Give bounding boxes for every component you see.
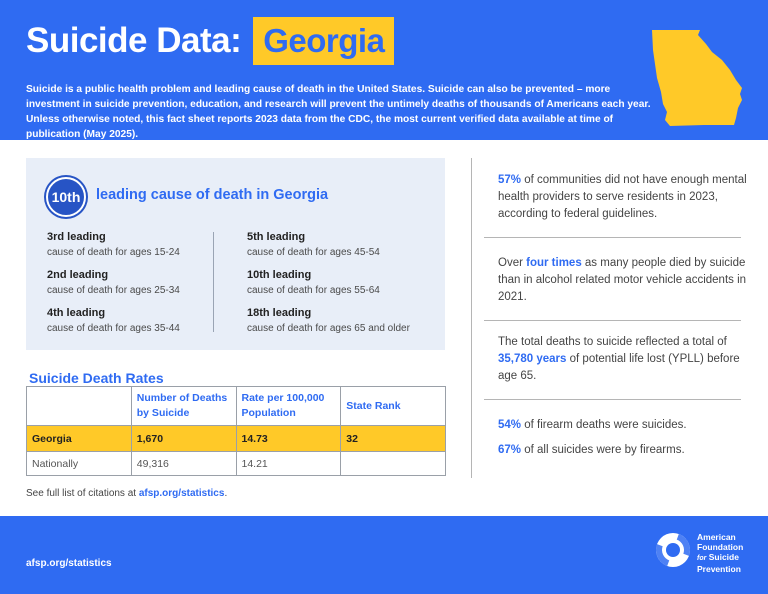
table-header-cell xyxy=(27,387,132,426)
table-row-state xyxy=(27,426,446,452)
logo-line: Prevention xyxy=(697,564,741,574)
fact-ypll xyxy=(498,334,748,385)
stat-rank: 2nd leading xyxy=(47,269,109,281)
table-header-cell: State Rank xyxy=(341,387,446,426)
death-rates-table xyxy=(26,386,446,476)
stat-desc: cause of death for ages 65 and older xyxy=(247,323,410,334)
divider xyxy=(484,237,741,238)
logo-line-suicide: Suicide xyxy=(708,552,739,562)
citation-prefix: See full list of citations at xyxy=(26,488,139,499)
header-banner xyxy=(0,0,768,140)
stat-desc: cause of death for ages 55-64 xyxy=(247,285,380,296)
stat-desc: cause of death for ages 35-44 xyxy=(47,323,180,334)
table-cell: Nationally xyxy=(27,452,132,476)
fact-suicides-by-firearms xyxy=(498,442,748,459)
stat-ages-35-44 xyxy=(47,306,227,336)
fact-firearm-deaths xyxy=(498,417,748,434)
stat-ages-55-64 xyxy=(247,268,427,298)
life-ring-icon xyxy=(655,532,691,568)
fact-post: of all suicides were by firearms. xyxy=(521,444,685,456)
rank-badge: 10th xyxy=(46,177,86,217)
table-header-cell: Number of Deaths by Suicide xyxy=(131,387,236,426)
fact-four-times xyxy=(498,255,748,306)
table-header-cell: Rate per 100,000 Population xyxy=(236,387,341,426)
stat-ages-15-24 xyxy=(47,230,227,260)
fact-post: as many people died by suicide than in alcohol related motor vehicle accidents in 2021. xyxy=(498,257,747,303)
table-cell xyxy=(341,452,446,476)
stat-rank: 3rd leading xyxy=(47,231,106,243)
stat-desc: cause of death for ages 15-24 xyxy=(47,247,180,258)
georgia-state-silhouette-icon xyxy=(648,28,748,128)
stat-rank: 10th leading xyxy=(247,269,312,281)
footer-banner xyxy=(0,516,768,594)
page-title xyxy=(26,18,394,64)
logo-text xyxy=(697,532,743,574)
fact-highlight: 35,780 years xyxy=(498,353,567,365)
stat-desc: cause of death for ages 25-34 xyxy=(47,285,180,296)
table-header-row xyxy=(27,387,446,426)
table-cell: 32 xyxy=(341,426,446,452)
stat-rank: 4th leading xyxy=(47,307,106,319)
fact-post: of potential life lost (YPLL) before age 65. xyxy=(498,353,740,382)
fact-highlight: 57% xyxy=(498,174,522,186)
logo-line: American xyxy=(697,532,736,542)
table-row-national xyxy=(27,452,446,476)
divider xyxy=(484,320,741,321)
stat-ages-65-plus xyxy=(247,306,442,336)
fact-highlight: 67% xyxy=(498,444,522,456)
table-cell: 14.73 xyxy=(236,426,341,452)
stat-rank: 18th leading xyxy=(247,307,312,319)
fact-post: of communities did not have enough mental health providers to serve residents in 2023, according to federal guidelines. xyxy=(498,174,747,220)
stat-rank: 5th leading xyxy=(247,231,306,243)
fact-highlight: 54% xyxy=(498,419,522,431)
logo-line-for: for xyxy=(697,555,707,562)
stat-ages-45-54 xyxy=(247,230,427,260)
fact-mental-health-providers xyxy=(498,172,748,223)
leading-cause-panel xyxy=(26,158,445,350)
table-cell: Georgia xyxy=(27,426,132,452)
title-state-badge: Georgia xyxy=(253,17,394,65)
fact-pre: The total deaths to suicide reflected a total of xyxy=(498,336,727,348)
table-cell: 1,670 xyxy=(131,426,236,452)
stat-ages-25-34 xyxy=(47,268,227,298)
intro-text: Suicide is a public health problem and leading cause of death in the United States. Suicide can also be prevented – more investment in suicide prevention, education, and research will prevent the untimely deaths of thousands of Americans each year. Unless otherwise noted, this fact sheet reports 2023 data from the CDC, the most current verified data available at time of publication (May 2025). xyxy=(26,84,651,140)
stat-desc: cause of death for ages 45-54 xyxy=(247,247,380,258)
cause-heading: leading cause of death in Georgia xyxy=(96,187,329,203)
fact-highlight: four times xyxy=(526,257,582,269)
divider xyxy=(484,399,741,400)
rates-heading: Suicide Death Rates xyxy=(29,370,164,386)
table-cell: 14.21 xyxy=(236,452,341,476)
footer-link[interactable]: afsp.org/statistics xyxy=(26,558,112,569)
logo-line: Foundation xyxy=(697,542,744,552)
table-cell: 49,316 xyxy=(131,452,236,476)
fact-post: of firearm deaths were suicides. xyxy=(521,419,687,431)
right-column-divider xyxy=(471,158,472,478)
fact-pre: Over xyxy=(498,257,527,269)
citation-link[interactable]: afsp.org/statistics xyxy=(138,488,225,499)
citation-note xyxy=(26,488,227,499)
citation-suffix: . xyxy=(224,488,228,499)
logo-line xyxy=(697,552,743,564)
title-main: Suicide Data: xyxy=(26,21,242,60)
